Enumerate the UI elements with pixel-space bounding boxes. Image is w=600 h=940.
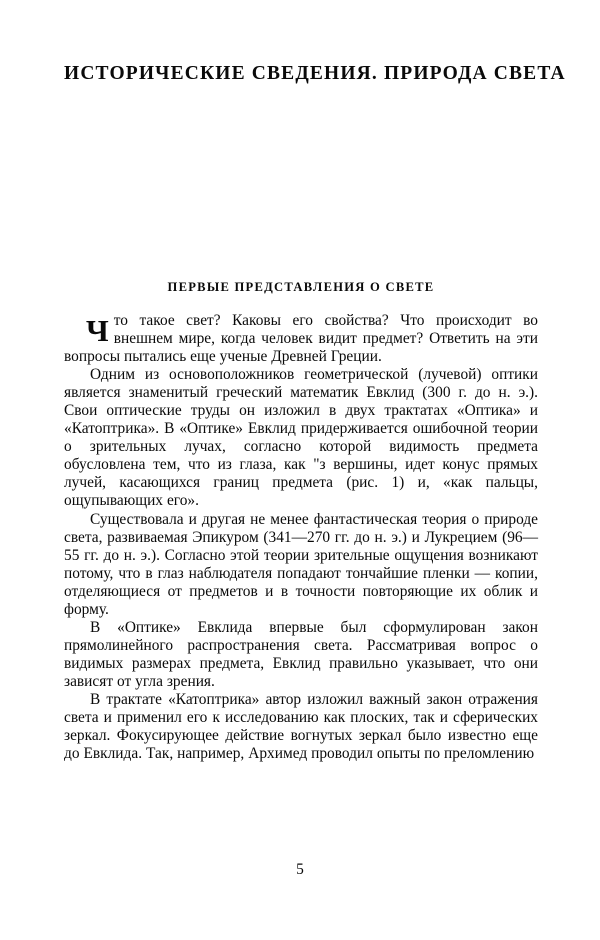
- paragraph: [64, 312, 538, 366]
- chapter-title: ИСТОРИЧЕСКИЕ СВЕДЕНИЯ. ПРИРОДА СВЕТА: [64, 63, 566, 85]
- paragraph-text: то такое свет? Каковы его свойства? Что происходит во внешнем мире, когда человек видит предмет? Ответить на эти вопросы пытались еще ученые Древней Греции.: [64, 312, 538, 366]
- body-text: [64, 312, 538, 763]
- section-title: ПЕРВЫЕ ПРЕДСТАВЛЕНИЯ О СВЕТЕ: [167, 280, 435, 295]
- paragraph-text: В «Оптике» Евклида впервые был сформулирован закон прямолинейного распространения света. Рассматривая вопрос о видимых размерах предмета, Евклид правильно указывает, что они зависят от угла зрения.: [64, 618, 538, 690]
- page-number: 5: [296, 861, 304, 878]
- paragraph-text: Существовала и другая не менее фантастическая теория о природе света, развиваемая Эпикуром (341—270 гг. до н. э.) и Лукрецием (96—55 гг. до н. э.). Согласно этой теории зрительные ощущения возникают потому, что в глаз наблюдателя попадают тончайшие пленки — копии, отделяющиеся от предметов и в точности повторяющие их облик и форму.: [64, 510, 538, 618]
- paragraph: [64, 511, 538, 619]
- paragraph-text: Одним из основоположников геометрической (лучевой) оптики является знаменитый греческий математик Евклид (300 г. до н. э.). Свои оптические труды он изложил в двух трактатах «Оптика» и «Катоптрика». В «Оптике» Евклид придерживается ошибочной теории о зрительных лучах, согласно которой видимость предмета обусловлена тем, что из глаза, как "з вершины, идет конус прямых лучей, касающихся границ предмета (рис. 1) и, «как пальцы, ощупывающих его».: [64, 366, 538, 510]
- paragraph: [64, 366, 538, 510]
- paragraph: [64, 691, 538, 763]
- paragraph: [64, 619, 538, 691]
- paragraph-text: В трактате «Катоптрика» автор изложил важный закон отражения света и применил его к исследованию как плоских, так и сферических зеркал. Фокусирующее действие вогнутых зеркал было известно еще до Евклида. Так, например, Архимед проводил опыты по преломлению: [64, 690, 538, 763]
- drop-cap: Ч: [86, 313, 109, 348]
